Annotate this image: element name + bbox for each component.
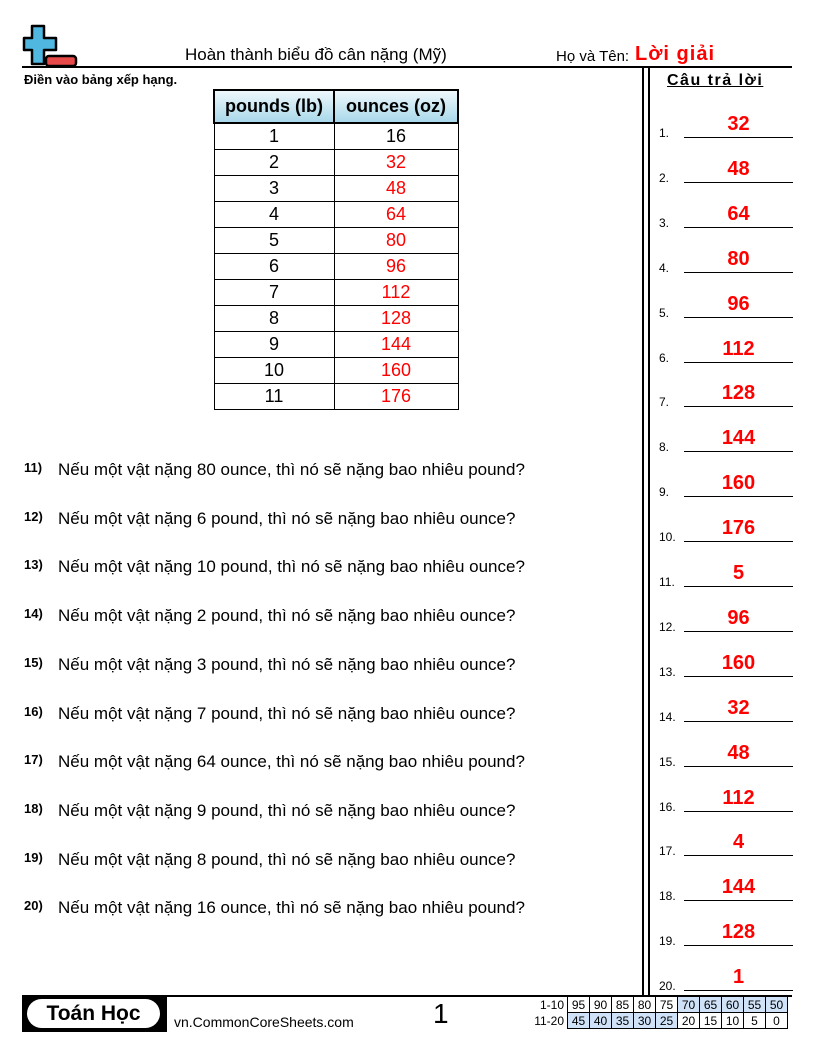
name-value: Lời giải <box>635 43 716 65</box>
answer-value: 96 <box>727 292 750 315</box>
answer-line <box>684 137 793 138</box>
table-row <box>214 254 458 280</box>
answer-field[interactable] <box>659 335 793 365</box>
pounds-cell: 11 <box>214 384 334 410</box>
question <box>24 509 515 529</box>
question-text: Nếu một vật nặng 8 pound, thì nó sẽ nặng bao nhiêu ounce? <box>58 849 516 869</box>
answer-value: 112 <box>722 786 755 809</box>
ounces-cell: 128 <box>334 306 458 332</box>
site-link[interactable]: vn.CommonCoreSheets.com <box>174 1014 354 1030</box>
question-number: 16) <box>24 703 43 719</box>
answer-line <box>684 317 793 318</box>
score-cell: 0 <box>766 1013 788 1029</box>
score-cell: 30 <box>634 1013 656 1029</box>
table-row <box>214 306 458 332</box>
question-text: Nếu một vật nặng 7 pound, thì nó sẽ nặng bao nhiêu ounce? <box>58 703 516 723</box>
ounces-cell: 48 <box>334 176 458 202</box>
header-divider <box>22 66 792 68</box>
answer-value: 32 <box>727 696 750 719</box>
answer-column-divider-inner <box>648 68 650 996</box>
table-row <box>214 332 458 358</box>
ounces-cell: 16 <box>334 123 458 150</box>
score-cell: 35 <box>612 1013 634 1029</box>
score-cell: 20 <box>678 1013 700 1029</box>
answer-value: 48 <box>727 157 750 180</box>
instructions: Điền vào bảng xếp hạng. <box>24 72 178 87</box>
question <box>24 557 525 577</box>
table-row <box>214 202 458 228</box>
table-row <box>214 123 458 150</box>
score-range-label: 1-10 <box>539 997 564 1012</box>
answer-field[interactable] <box>659 739 793 769</box>
question-number: 18) <box>24 800 43 816</box>
answer-line <box>684 272 793 273</box>
table-row <box>214 358 458 384</box>
table-row <box>214 384 458 410</box>
question-text: Nếu một vật nặng 9 pound, thì nó sẽ nặng bao nhiêu ounce? <box>58 800 516 820</box>
pounds-cell: 5 <box>214 228 334 254</box>
answer-number: 1. <box>659 126 670 140</box>
answer-field[interactable] <box>659 290 793 320</box>
pounds-cell: 8 <box>214 306 334 332</box>
answer-value: 32 <box>727 113 750 135</box>
score-cell: 95 <box>568 997 590 1013</box>
answer-value: 96 <box>727 606 750 629</box>
pounds-cell: 4 <box>214 202 334 228</box>
question-number: 17) <box>24 752 43 768</box>
answer-line <box>684 676 793 677</box>
answer-number: 2. <box>659 170 670 185</box>
score-cell: 25 <box>656 1013 678 1029</box>
question-text: Nếu một vật nặng 2 pound, thì nó sẽ nặng bao nhiêu ounce? <box>58 606 516 626</box>
table-row <box>214 150 458 176</box>
question-number: 12) <box>24 508 43 524</box>
question <box>24 655 515 675</box>
answer-field[interactable] <box>659 604 793 634</box>
pounds-cell: 2 <box>214 150 334 176</box>
answer-line <box>684 586 793 587</box>
answer-number: 16. <box>659 799 676 814</box>
score-cell: 80 <box>634 997 656 1013</box>
pounds-cell: 9 <box>214 332 334 358</box>
score-cell: 45 <box>568 1013 590 1029</box>
answer-number: 7. <box>659 395 670 410</box>
answer-field[interactable] <box>659 963 793 993</box>
answer-number: 3. <box>659 215 670 230</box>
answers-title: Câu trả lời <box>667 72 764 89</box>
answer-line <box>684 766 793 767</box>
page-number: 1 <box>433 998 449 1029</box>
answer-number: 13. <box>659 664 676 679</box>
answer-value: 64 <box>727 202 750 225</box>
score-cell: 40 <box>590 1013 612 1029</box>
answer-number: 12. <box>659 619 676 634</box>
score-cell: 75 <box>656 997 678 1013</box>
answer-value: 1 <box>732 966 745 989</box>
question <box>24 606 515 626</box>
answer-line <box>684 855 793 856</box>
answer-field[interactable] <box>659 918 793 948</box>
score-row <box>530 997 788 1013</box>
table-row <box>214 280 458 306</box>
answer-field[interactable] <box>659 200 793 230</box>
answer-number: 9. <box>659 485 670 500</box>
table-row <box>214 176 458 202</box>
answer-value: 144 <box>721 876 756 899</box>
answer-number: 6. <box>659 350 670 365</box>
answer-line <box>684 406 793 407</box>
ounces-cell: 32 <box>334 150 458 176</box>
score-row <box>530 1013 788 1029</box>
score-cell: 65 <box>700 997 722 1013</box>
answer-number: 17. <box>659 844 676 859</box>
score-table <box>530 996 788 1029</box>
answer-line <box>684 451 793 452</box>
answer-field[interactable] <box>659 155 793 185</box>
answer-value: 80 <box>727 247 750 270</box>
pounds-cell: 10 <box>214 358 334 384</box>
answer-value: 128 <box>721 382 756 405</box>
question <box>24 704 515 724</box>
pounds-cell: 7 <box>214 280 334 306</box>
worksheet-title: Hoàn thành biểu đồ cân nặng (Mỹ) <box>185 45 447 64</box>
question-text: Nếu một vật nặng 3 pound, thì nó sẽ nặng bao nhiêu ounce? <box>58 654 516 674</box>
header-ounces: ounces (oz) <box>334 90 458 123</box>
answer-field[interactable] <box>659 110 793 140</box>
answer-field[interactable] <box>659 424 793 454</box>
score-cell: 70 <box>678 997 700 1013</box>
question-number: 11) <box>24 460 43 475</box>
answer-number: 5. <box>659 305 670 320</box>
answer-line <box>684 496 793 497</box>
score-cell: 15 <box>700 1013 722 1029</box>
question-text: Nếu một vật nặng 10 pound, thì nó sẽ nặng bao nhiêu ounce? <box>58 557 525 577</box>
answer-number: 14. <box>659 709 676 724</box>
ounces-cell: 96 <box>334 254 458 280</box>
answer-field[interactable] <box>659 379 793 409</box>
answer-line <box>684 721 793 722</box>
answer-field[interactable] <box>659 649 793 679</box>
question <box>24 898 525 918</box>
question-text: Nếu một vật nặng 6 pound, thì nó sẽ nặng bao nhiêu ounce? <box>58 508 516 528</box>
answer-field[interactable] <box>659 469 793 499</box>
name-label: Họ và Tên: <box>556 48 630 65</box>
answer-field[interactable] <box>659 559 793 589</box>
score-cell: 50 <box>766 997 788 1013</box>
ounces-cell: 80 <box>334 228 458 254</box>
answer-line <box>684 990 793 991</box>
plus-minus-logo-icon <box>22 24 80 68</box>
answer-number: 11. <box>659 575 675 589</box>
question-text: Nếu một vật nặng 16 ounce, thì nó sẽ nặng bao nhiêu pound? <box>58 898 525 918</box>
table-row <box>214 228 458 254</box>
question <box>24 460 525 480</box>
answer-column-divider <box>642 68 644 996</box>
question-number: 14) <box>24 606 43 622</box>
subject-badge: Toán Học <box>27 999 160 1028</box>
ounces-cell: 144 <box>334 332 458 358</box>
answer-number: 4. <box>659 260 670 275</box>
ounces-cell: 64 <box>334 202 458 228</box>
answer-value: 4 <box>732 831 745 854</box>
answer-field[interactable] <box>659 784 793 814</box>
header-pounds: pounds (lb) <box>214 90 334 123</box>
question-number: 20) <box>24 898 43 914</box>
answer-number: 10. <box>659 530 676 545</box>
answer-line <box>684 900 793 901</box>
score-cell: 90 <box>590 997 612 1013</box>
answer-value: 160 <box>721 651 756 674</box>
score-cell: 55 <box>744 997 766 1013</box>
answer-number: 18. <box>659 889 676 904</box>
score-cell: 85 <box>612 997 634 1013</box>
answer-line <box>684 631 793 632</box>
question <box>24 752 525 772</box>
pounds-cell: 6 <box>214 254 334 280</box>
question-number: 19) <box>24 849 43 865</box>
answer-line <box>684 945 793 946</box>
answer-number: 8. <box>659 440 670 455</box>
answer-line <box>684 362 793 363</box>
answer-field[interactable] <box>659 514 793 544</box>
answer-number: 15. <box>659 754 676 769</box>
answer-value: 160 <box>721 472 756 495</box>
question <box>24 850 515 870</box>
pounds-cell: 1 <box>214 123 334 150</box>
answer-line <box>684 227 793 228</box>
ounces-cell: 112 <box>334 280 458 306</box>
score-range-label: 11-20 <box>534 1013 564 1028</box>
answer-value: 144 <box>721 427 756 450</box>
answer-number: 19. <box>659 934 676 949</box>
question-text: Nếu một vật nặng 80 ounce, thì nó sẽ nặng bao nhiêu pound? <box>58 460 525 479</box>
score-cell: 10 <box>722 1013 744 1029</box>
answer-line <box>684 541 793 542</box>
pounds-cell: 3 <box>214 176 334 202</box>
question-text: Nếu một vật nặng 64 ounce, thì nó sẽ nặng bao nhiêu pound? <box>58 752 525 772</box>
answer-number: 20. <box>659 979 676 994</box>
answer-field[interactable] <box>659 694 793 724</box>
answer-value: 48 <box>727 741 750 764</box>
answer-line <box>684 811 793 812</box>
score-cell: 5 <box>744 1013 766 1029</box>
question-number: 13) <box>24 557 43 573</box>
answer-field[interactable] <box>659 873 793 903</box>
score-cell: 60 <box>722 997 744 1013</box>
ounces-cell: 160 <box>334 358 458 384</box>
answer-value: 176 <box>721 517 756 540</box>
answer-value: 112 <box>722 337 755 360</box>
answer-field[interactable] <box>659 245 793 275</box>
conversion-table <box>213 89 459 410</box>
ounces-cell: 176 <box>334 384 458 410</box>
answer-field[interactable] <box>659 828 793 858</box>
answer-line <box>684 182 793 183</box>
question <box>24 801 515 821</box>
answer-value: 5 <box>732 562 745 584</box>
question-number: 15) <box>24 654 43 670</box>
answer-value: 128 <box>721 921 756 944</box>
